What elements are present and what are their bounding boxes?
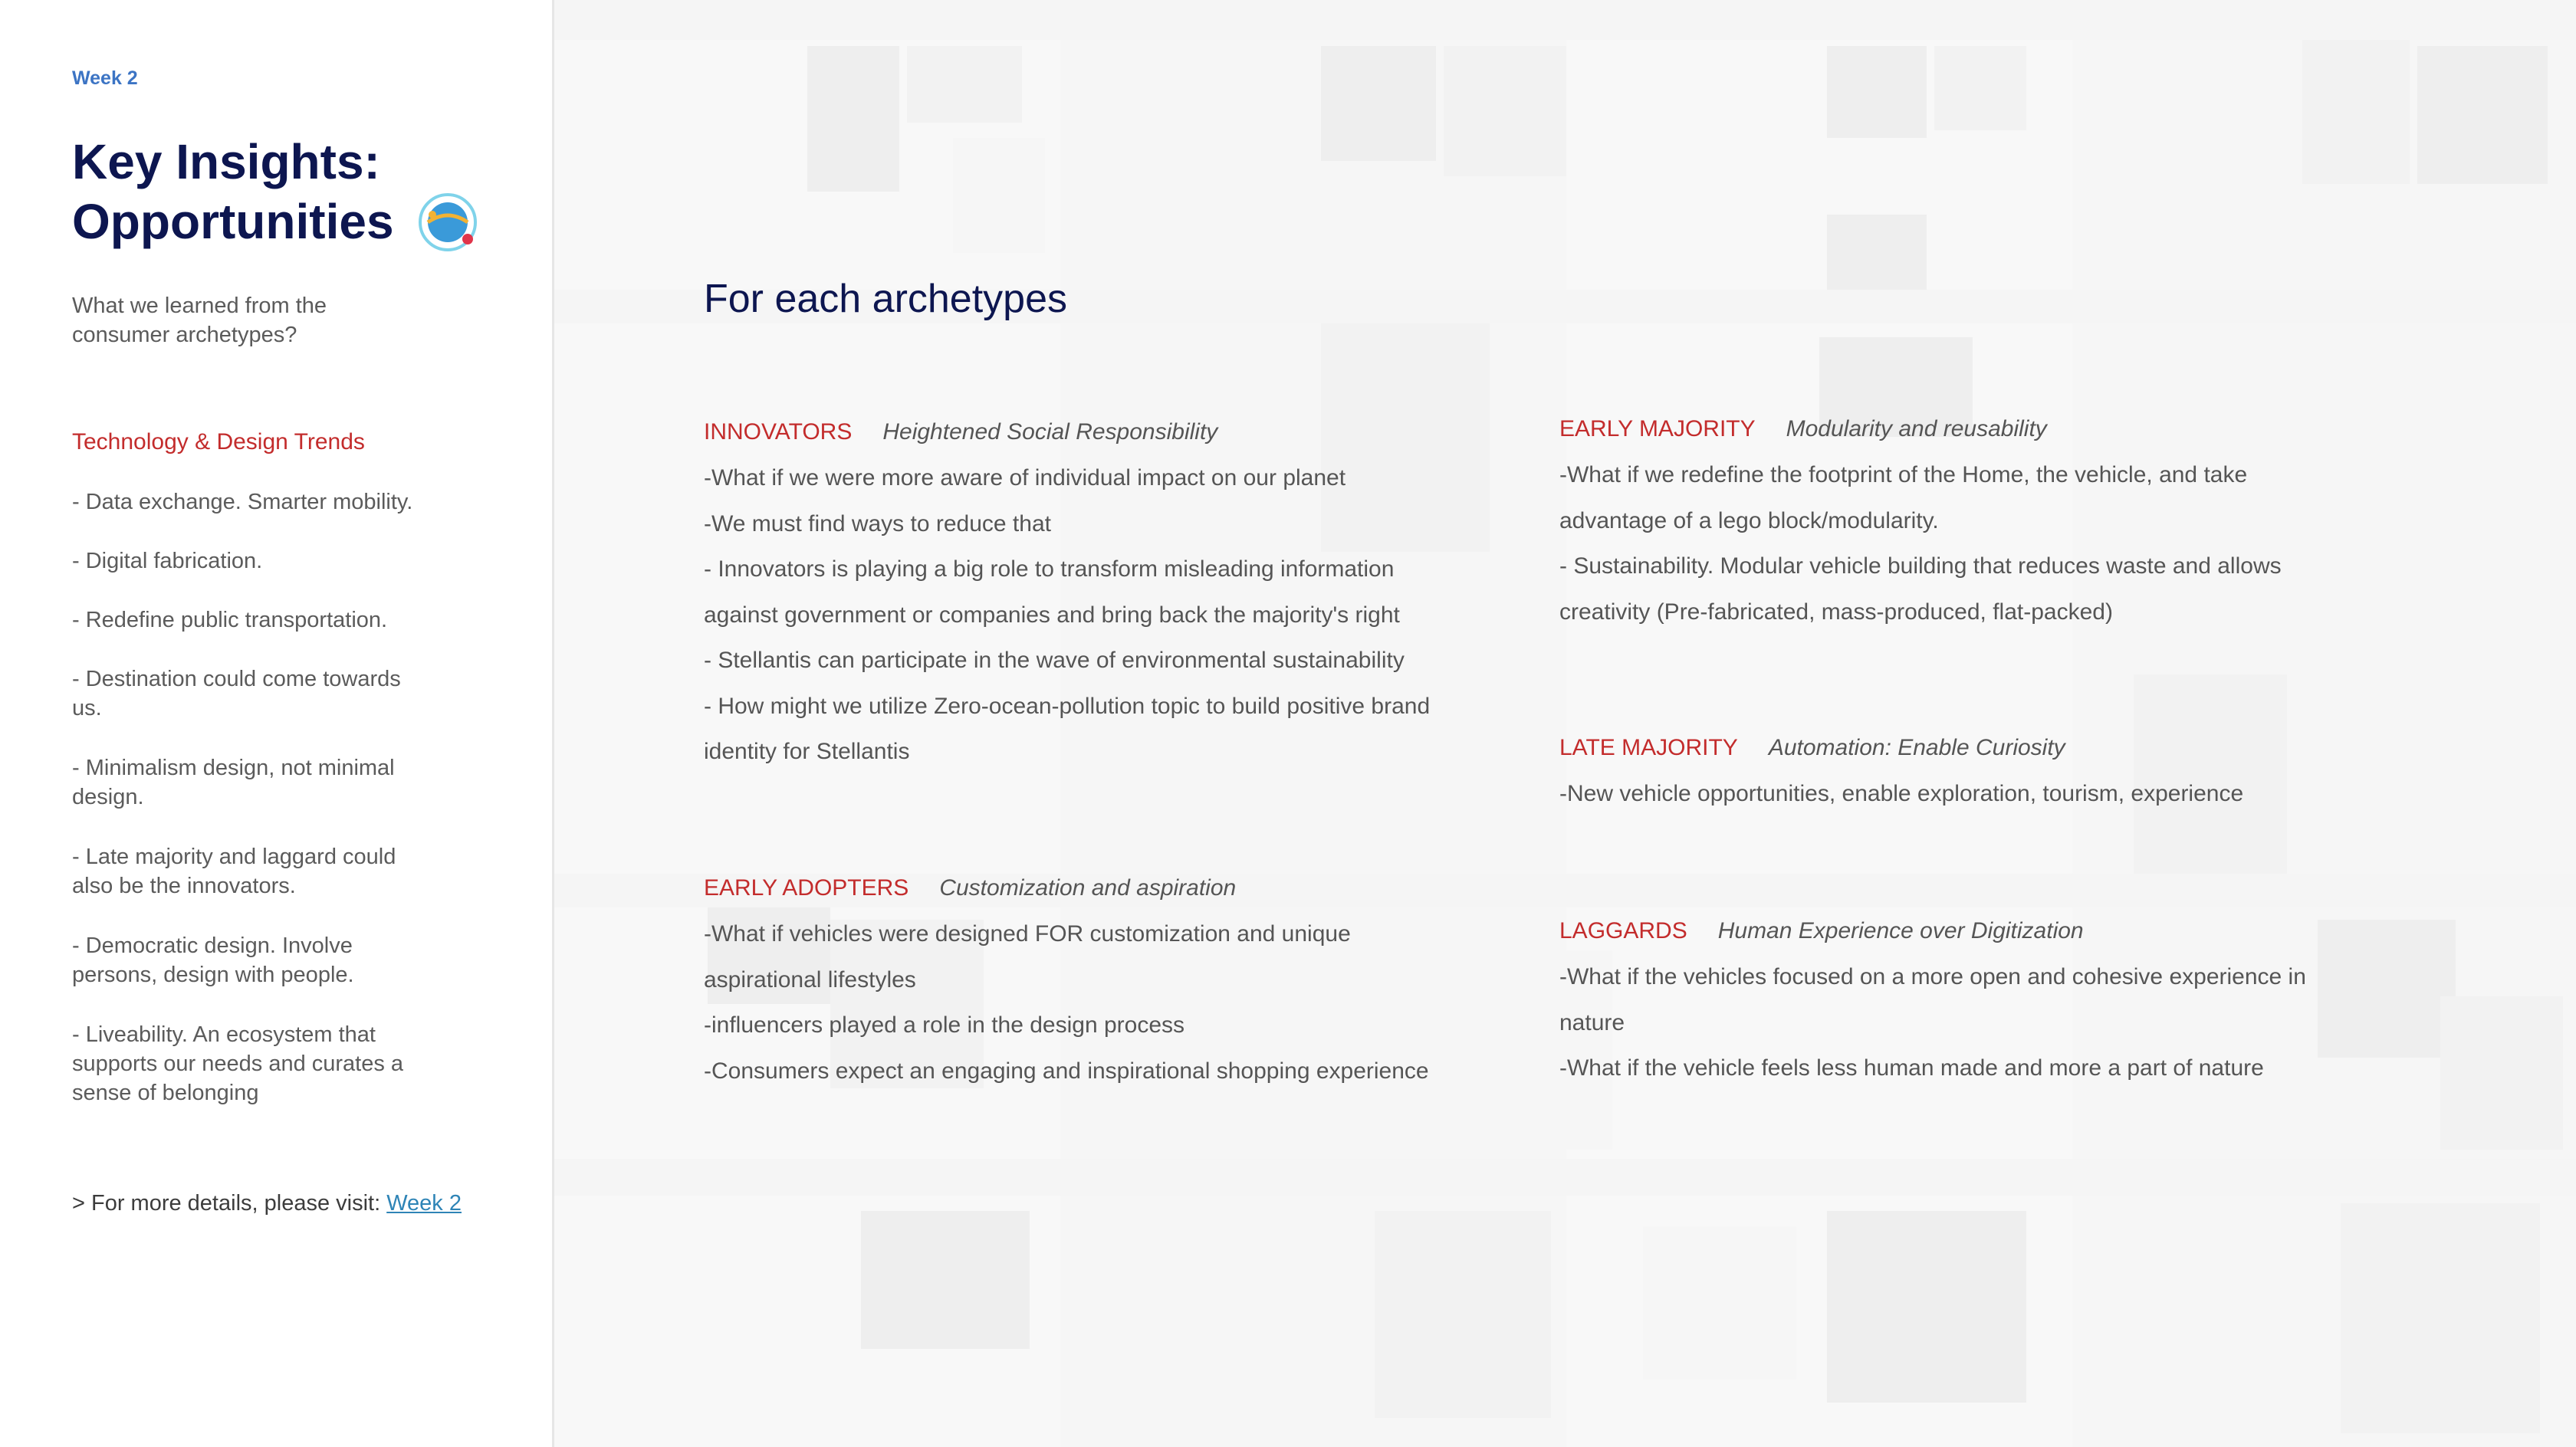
subtitle-line-2: consumer archetypes? bbox=[72, 323, 297, 347]
trend-line: - Destination could come towards bbox=[72, 667, 401, 691]
trend-item bbox=[72, 753, 455, 812]
archetype-line: -What if the vehicle feels less human made and more a part of nature bbox=[1559, 1055, 2264, 1081]
archetype-laggards bbox=[1559, 908, 2306, 1091]
title-line-1: Key Insights: bbox=[72, 134, 380, 189]
trends-heading: Technology & Design Trends bbox=[72, 429, 365, 454]
archetype-line: - Stellantis can participate in the wave of environmental sustainability bbox=[704, 648, 1405, 673]
title-line-2: Opportunities bbox=[72, 194, 394, 249]
archetype-late-majority bbox=[1559, 725, 2243, 817]
sidebar bbox=[0, 0, 554, 1447]
trend-item bbox=[72, 664, 455, 723]
archetype-lines bbox=[1559, 771, 2243, 817]
archetype-name: LAGGARDS bbox=[1559, 918, 1687, 943]
trend-item bbox=[72, 487, 455, 517]
trend-line: - Minimalism design, not minimal bbox=[72, 756, 395, 780]
archetype-line: aspirational lifestyles bbox=[704, 966, 916, 993]
archetype-innovators bbox=[704, 409, 1430, 775]
archetype-name: INNOVATORS bbox=[704, 419, 853, 445]
archetype-line: against government or companies and bring back the majority's right bbox=[704, 602, 1400, 628]
archetype-lines bbox=[1559, 954, 2306, 1091]
archetype-heading bbox=[1559, 725, 2243, 771]
archetype-name: EARLY MAJORITY bbox=[1559, 416, 1756, 441]
trend-line: - Digital fabrication. bbox=[72, 549, 263, 573]
more-details bbox=[72, 1191, 462, 1216]
archetype-heading bbox=[704, 409, 1430, 455]
archetype-line: -What if the vehicles focused on a more open and cohesive experience in bbox=[1559, 964, 2306, 989]
section-title: For each archetypes bbox=[704, 277, 1068, 321]
subtitle bbox=[72, 291, 394, 349]
trend-item bbox=[72, 842, 455, 901]
archetype-theme: Customization and aspiration bbox=[939, 875, 1237, 901]
page-title bbox=[72, 132, 471, 251]
trend-line: - Late majority and laggard could bbox=[72, 845, 396, 869]
archetype-early-majority bbox=[1559, 406, 2282, 635]
archetype-theme: Automation: Enable Curiosity bbox=[1768, 735, 2065, 760]
archetype-line: - Innovators is playing a big role to transform misleading information bbox=[704, 556, 1395, 582]
archetype-line: -influencers played a role in the design process bbox=[704, 1012, 1185, 1038]
week-2-link[interactable]: Week 2 bbox=[386, 1191, 462, 1216]
archetype-line: creativity (Pre-fabricated, mass-produced, flat-packed) bbox=[1559, 599, 2113, 625]
archetype-heading bbox=[1559, 406, 2282, 452]
archetype-line: nature bbox=[1559, 1009, 1625, 1035]
trend-line: us. bbox=[72, 696, 102, 720]
archetype-line: -We must find ways to reduce that bbox=[704, 510, 1051, 536]
trend-line: persons, design with people. bbox=[72, 963, 354, 987]
trend-line: supports our needs and curates a bbox=[72, 1052, 404, 1076]
archetype-lines bbox=[704, 911, 1429, 1094]
trend-line: - Democratic design. Involve bbox=[72, 933, 353, 958]
globe-icon bbox=[417, 192, 478, 253]
subtitle-line-1: What we learned from the bbox=[72, 294, 327, 318]
archetype-early-adopters bbox=[704, 865, 1429, 1094]
archetype-line: -New vehicle opportunities, enable exploration, tourism, experience bbox=[1559, 781, 2244, 806]
archetype-line: -What if we were more aware of individual impact on our planet bbox=[704, 465, 1346, 491]
archetype-line: - How might we utilize Zero-ocean-pollution topic to build positive brand bbox=[704, 693, 1431, 719]
archetype-line: advantage of a lego block/modularity. bbox=[1559, 507, 1939, 533]
archetype-heading bbox=[704, 865, 1429, 911]
archetype-lines bbox=[704, 455, 1430, 775]
archetype-lines bbox=[1559, 452, 2282, 635]
trend-item bbox=[72, 546, 455, 576]
archetype-line: - Sustainability. Modular vehicle building that reduces waste and allows bbox=[1559, 553, 2282, 579]
archetype-name: LATE MAJORITY bbox=[1559, 735, 1738, 760]
archetype-line: -What if we redefine the footprint of the Home, the vehicle, and take bbox=[1559, 462, 2248, 487]
trend-line: - Redefine public transportation. bbox=[72, 608, 388, 632]
archetype-name: EARLY ADOPTERS bbox=[704, 875, 909, 901]
archetype-theme: Modularity and reusability bbox=[1786, 416, 2047, 441]
archetype-line: -What if vehicles were designed FOR customization and unique bbox=[704, 921, 1351, 947]
trend-line: - Liveability. An ecosystem that bbox=[72, 1022, 376, 1047]
trend-item bbox=[72, 931, 455, 989]
trend-item bbox=[72, 605, 455, 635]
archetype-heading bbox=[1559, 908, 2306, 954]
archetype-line: identity for Stellantis bbox=[704, 739, 910, 764]
trend-line: - Data exchange. Smarter mobility. bbox=[72, 490, 413, 514]
trend-line: also be the innovators. bbox=[72, 874, 296, 898]
archetype-theme: Human Experience over Digitization bbox=[1717, 918, 2084, 943]
week-label: Week 2 bbox=[72, 67, 138, 89]
archetype-line: -Consumers expect an engaging and inspirational shopping experience bbox=[704, 1058, 1429, 1084]
archetype-theme: Heightened Social Responsibility bbox=[882, 419, 1218, 445]
trend-line: design. bbox=[72, 785, 144, 809]
trend-item bbox=[72, 1020, 455, 1107]
more-details-prefix: > For more details, please visit: bbox=[72, 1191, 387, 1216]
trend-line: sense of belonging bbox=[72, 1081, 259, 1105]
